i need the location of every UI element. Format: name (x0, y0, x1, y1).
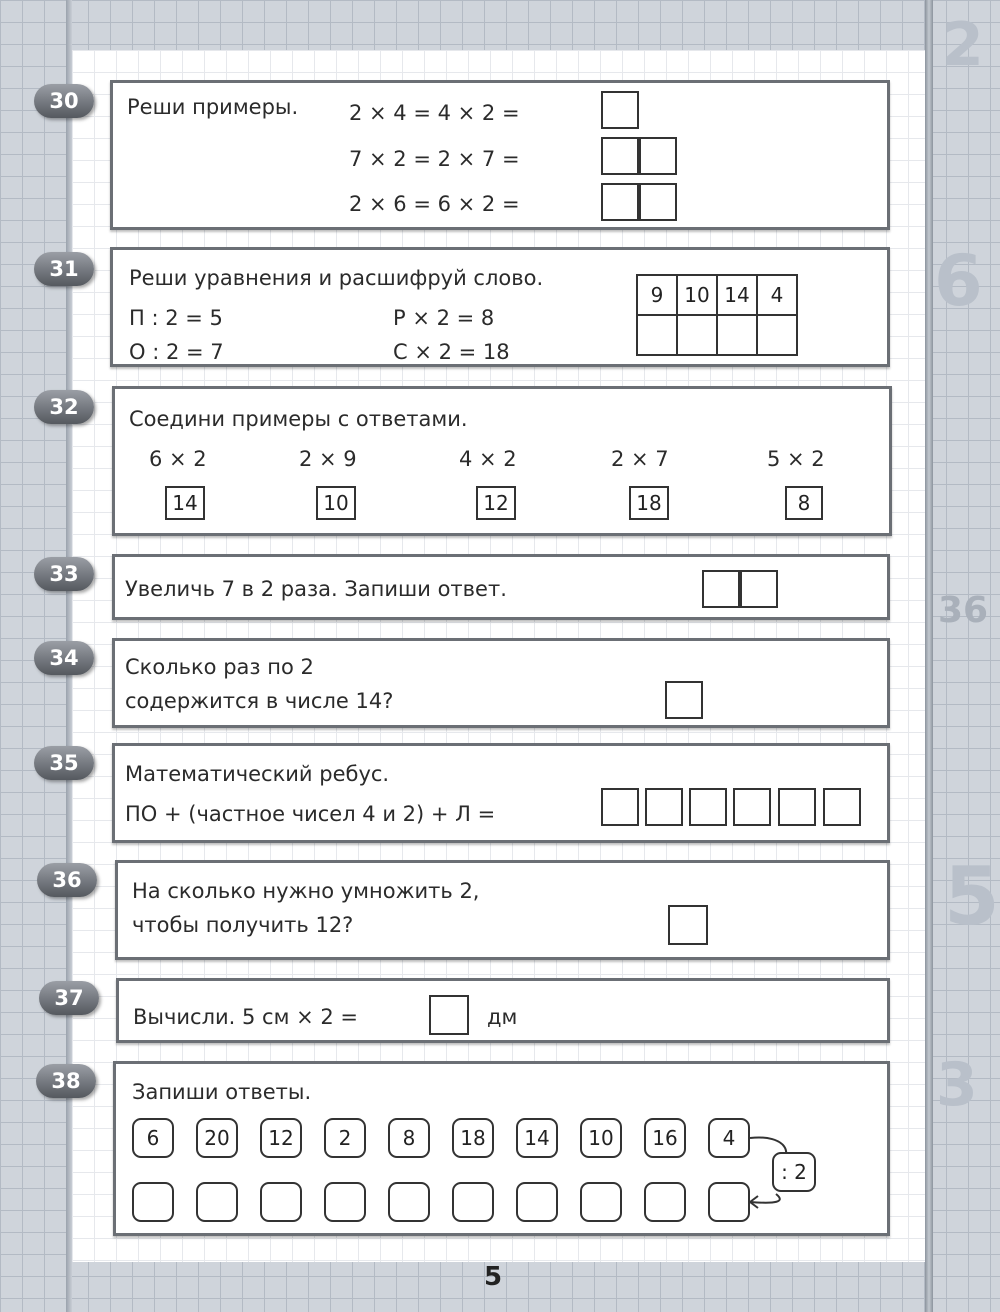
answer-cell[interactable] (639, 137, 677, 175)
answer-cell[interactable] (689, 788, 727, 826)
cipher-letter-cell[interactable] (757, 315, 797, 355)
task-36-line2: чтобы получить 12? (132, 913, 354, 937)
answer-cell[interactable] (740, 570, 778, 608)
result-box[interactable] (516, 1182, 558, 1222)
task-number-badge: 31 (34, 252, 94, 286)
value-box: 2 (324, 1118, 366, 1158)
deco-digit: 2 (942, 10, 984, 80)
deco-digit: 5 (944, 850, 1000, 943)
match-answer[interactable]: 18 (629, 486, 669, 520)
cipher-number: 9 (637, 275, 677, 315)
task-34-line2: содержится в числе 14? (125, 689, 394, 713)
equation: С × 2 = 18 (393, 340, 510, 364)
answer-cell[interactable] (665, 681, 703, 719)
result-box[interactable] (132, 1182, 174, 1222)
task-33-card (112, 554, 890, 620)
match-example: 2 × 7 (611, 447, 669, 471)
cipher-number: 10 (677, 275, 717, 315)
task-30-card (110, 80, 890, 230)
value-box: 10 (580, 1118, 622, 1158)
task-35-line2: ПО + (частное чисел 4 и 2) + Л = (125, 802, 496, 826)
task-38-instruction: Запиши ответы. (132, 1080, 312, 1104)
task-30-expression: 2 × 6 = 6 × 2 = (349, 192, 520, 216)
value-box: 16 (644, 1118, 686, 1158)
task-32-card (112, 386, 892, 536)
value-box: 14 (516, 1118, 558, 1158)
answer-cell[interactable] (429, 995, 469, 1035)
match-example: 2 × 9 (299, 447, 357, 471)
task-37-expression: Вычисли. 5 см × 2 = (133, 1005, 359, 1029)
value-box: 8 (388, 1118, 430, 1158)
match-answer[interactable]: 8 (785, 486, 823, 520)
match-example: 5 × 2 (767, 447, 825, 471)
answer-cell[interactable] (601, 91, 639, 129)
deco-digit: 6 (934, 240, 983, 322)
cipher-number: 4 (757, 275, 797, 315)
value-box: 6 (132, 1118, 174, 1158)
task-30-expression: 7 × 2 = 2 × 7 = (349, 147, 520, 171)
match-answer[interactable]: 10 (316, 486, 356, 520)
task-35-line1: Математический ребус. (125, 762, 390, 786)
value-box: 18 (452, 1118, 494, 1158)
cipher-letter-cell[interactable] (677, 315, 717, 355)
result-box[interactable] (708, 1182, 750, 1222)
answer-cell[interactable] (823, 788, 861, 826)
match-example: 6 × 2 (149, 447, 207, 471)
match-example: 4 × 2 (459, 447, 517, 471)
task-number-badge: 33 (34, 557, 94, 591)
task-34-card (112, 638, 890, 728)
task-30-expression: 2 × 4 = 4 × 2 = (349, 101, 520, 125)
task-35-card (112, 743, 890, 843)
value-box: 4 (708, 1118, 750, 1158)
task-38-card (113, 1061, 890, 1236)
task-36-line1: На сколько нужно умножить 2, (132, 879, 480, 903)
match-answer[interactable]: 14 (165, 486, 205, 520)
cipher-table (636, 274, 798, 356)
task-33-instruction: Увеличь 7 в 2 раза. Запиши ответ. (125, 577, 507, 601)
cipher-letter-cell[interactable] (717, 315, 757, 355)
task-32-instruction: Соедини примеры с ответами. (129, 407, 468, 431)
answer-cell[interactable] (639, 183, 677, 221)
task-number-badge: 35 (34, 746, 94, 780)
task-30-instruction: Реши примеры. (127, 95, 299, 119)
equation: П : 2 = 5 (129, 306, 223, 330)
answer-cell[interactable] (601, 183, 639, 221)
value-box: 20 (196, 1118, 238, 1158)
result-box[interactable] (260, 1182, 302, 1222)
result-box[interactable] (388, 1182, 430, 1222)
match-answer[interactable]: 12 (476, 486, 516, 520)
task-number-badge: 36 (37, 863, 97, 897)
result-box[interactable] (324, 1182, 366, 1222)
result-box[interactable] (644, 1182, 686, 1222)
operation-box: : 2 (772, 1152, 816, 1192)
task-31-card (110, 247, 890, 367)
answer-cell[interactable] (668, 905, 708, 945)
task-number-badge: 30 (34, 84, 94, 118)
answer-cell[interactable] (733, 788, 771, 826)
answer-cell[interactable] (601, 788, 639, 826)
deco-digit: 36 (938, 590, 989, 631)
task-37-card (116, 978, 890, 1043)
answer-cell[interactable] (645, 788, 683, 826)
result-box[interactable] (196, 1182, 238, 1222)
cipher-letter-cell[interactable] (637, 315, 677, 355)
task-36-card (115, 860, 890, 960)
cipher-number: 14 (717, 275, 757, 315)
answer-cell[interactable] (601, 137, 639, 175)
value-box: 12 (260, 1118, 302, 1158)
answer-cell[interactable] (702, 570, 740, 608)
task-37-unit: дм (487, 1005, 518, 1029)
task-34-line1: Сколько раз по 2 (125, 655, 314, 679)
task-number-badge: 34 (34, 641, 94, 675)
equation: О : 2 = 7 (129, 340, 224, 364)
binding-right (925, 0, 933, 1312)
page-number: 5 (484, 1262, 503, 1292)
task-number-badge: 32 (34, 390, 94, 424)
result-box[interactable] (452, 1182, 494, 1222)
deco-digit: 3 (936, 1050, 978, 1120)
task-number-badge: 38 (36, 1064, 96, 1098)
task-number-badge: 37 (39, 981, 99, 1015)
equation: Р × 2 = 8 (393, 306, 495, 330)
result-box[interactable] (580, 1182, 622, 1222)
task-31-instruction: Реши уравнения и расшифруй слово. (129, 266, 544, 290)
answer-cell[interactable] (778, 788, 816, 826)
